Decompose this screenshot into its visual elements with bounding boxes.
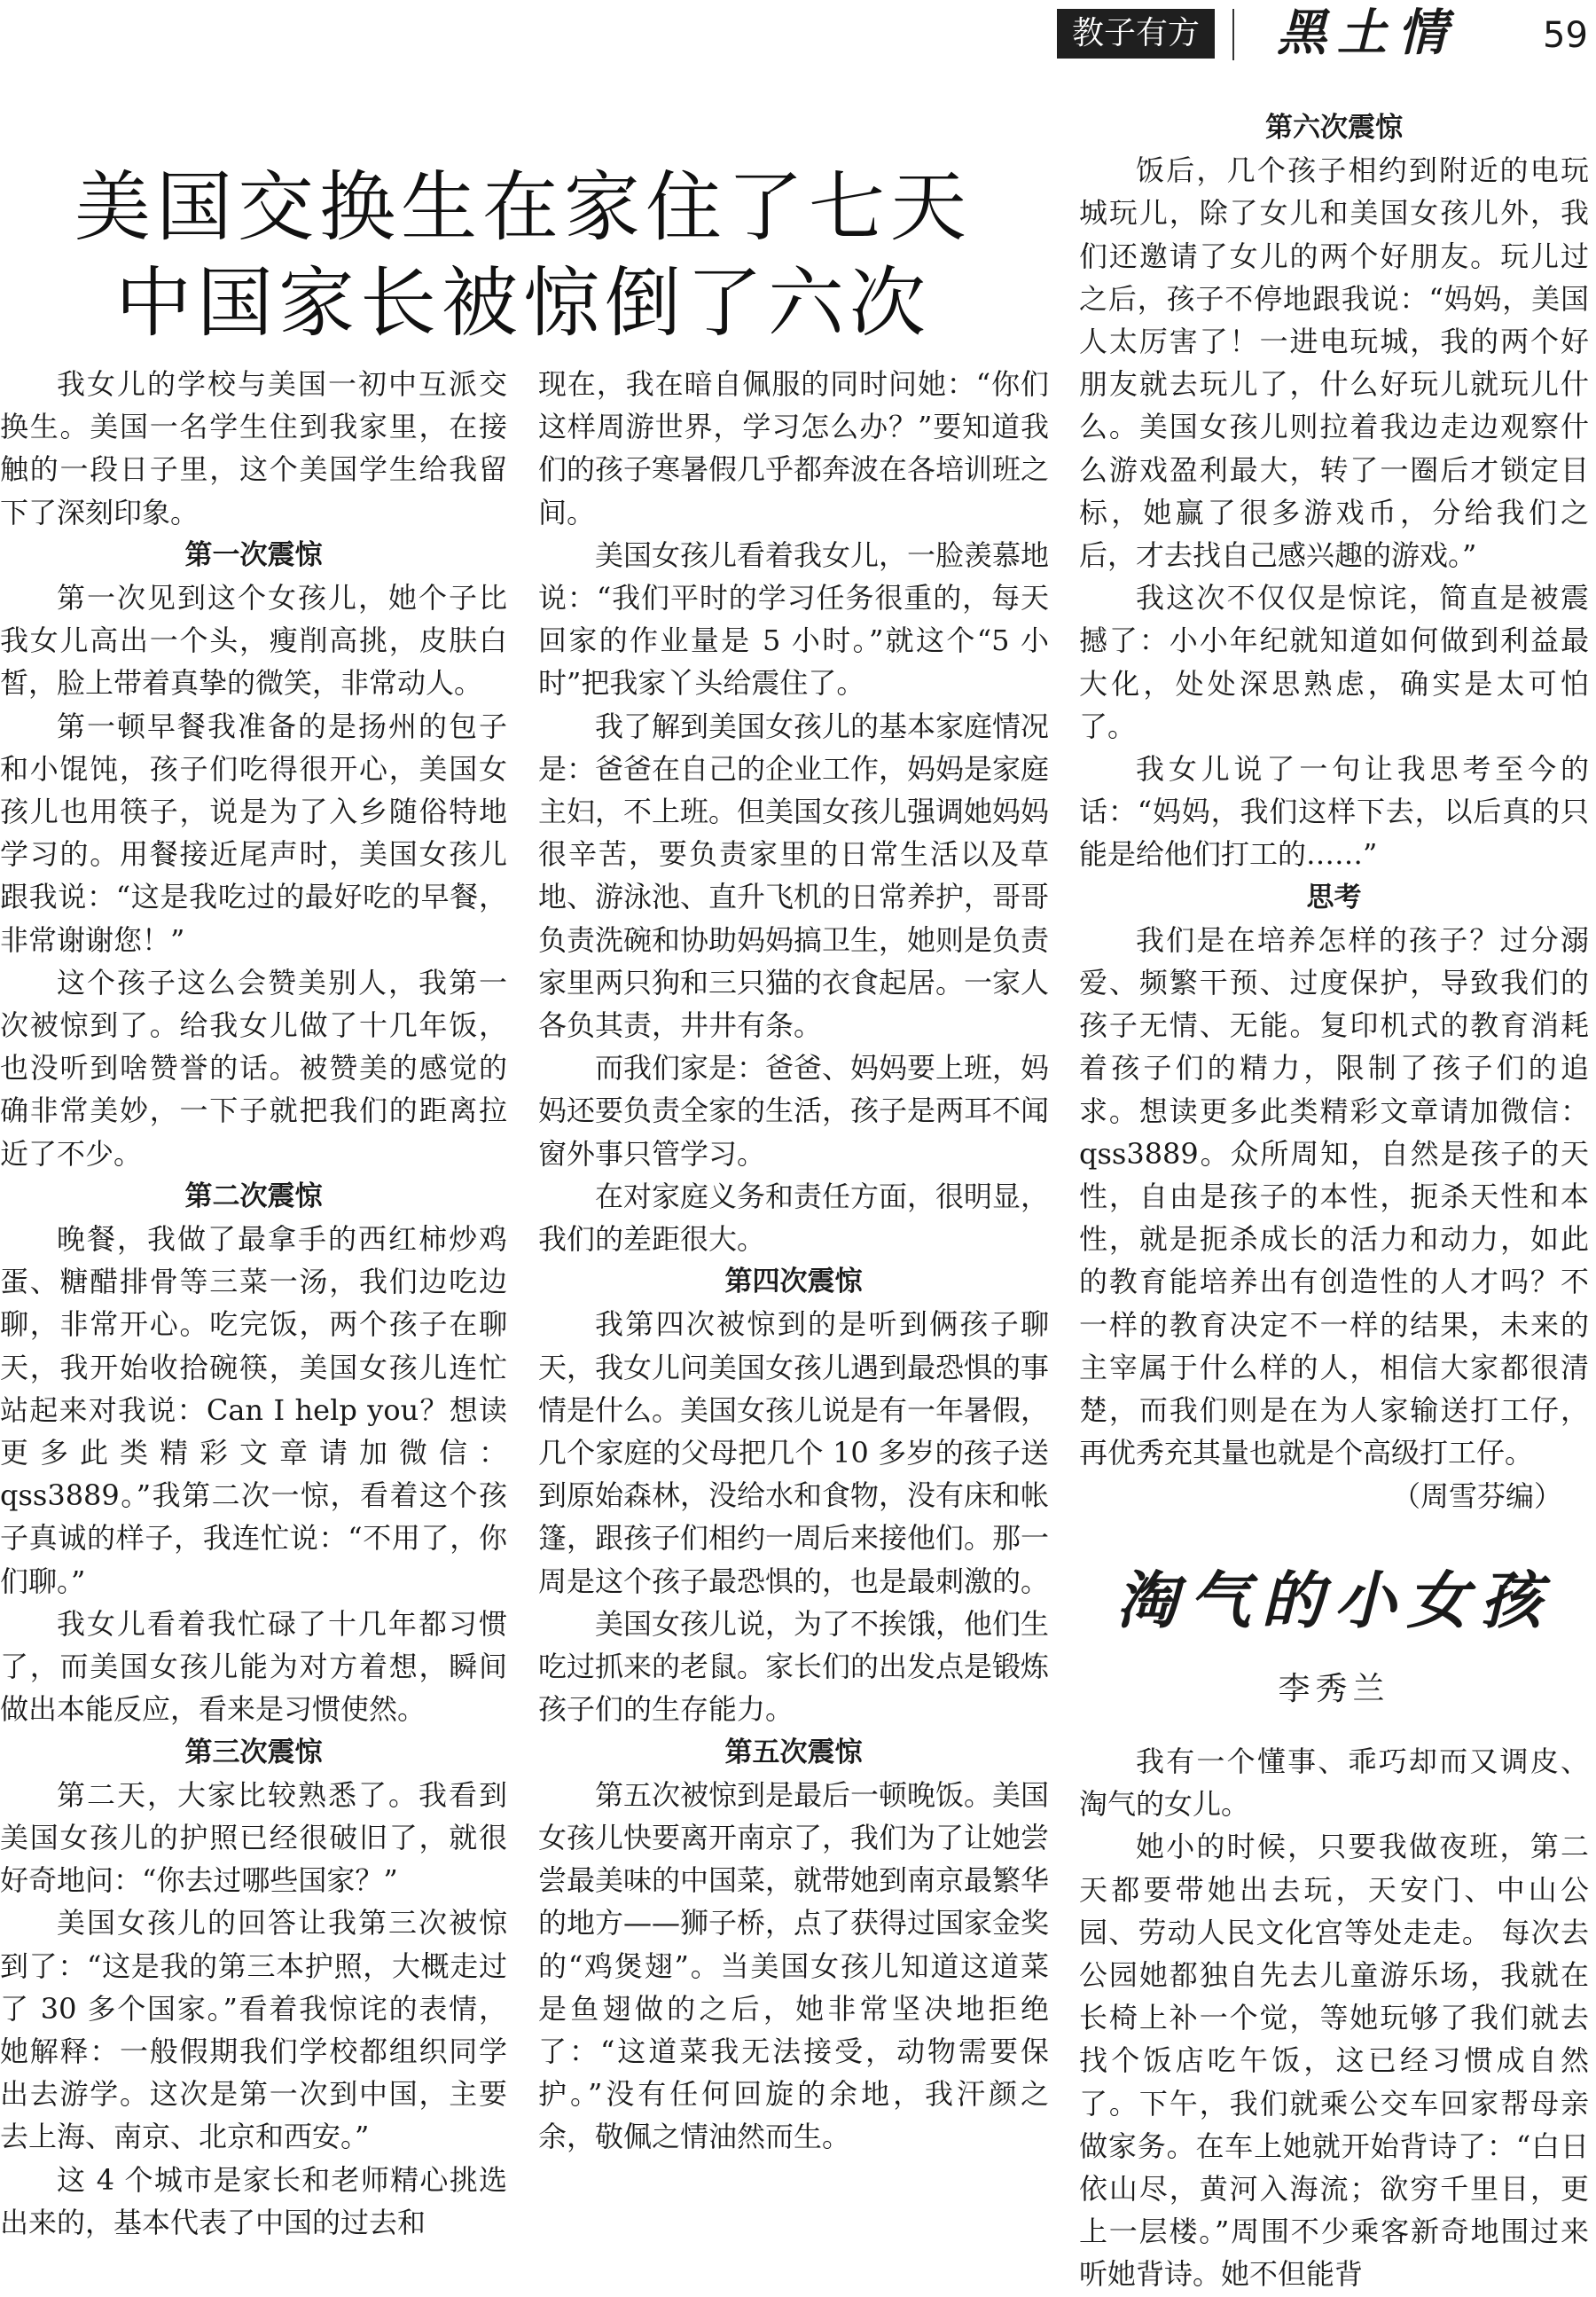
paragraph: 第一顿早餐我准备的是扬州的包子和小馄饨，孩子们吃得很开心，美国女孩儿也用筷子，说是为了入乡随俗特地学习的。用餐接近尾声时，美国女孩儿跟我说：“这是我吃过的最好吃的早餐，非常谢谢您！” <box>0 709 507 957</box>
paragraph: 我女儿看着我忙碌了十几年都习惯了，而美国女孩儿能为对方着想，瞬间做出本能反应，看来是习惯使然。 <box>0 1606 507 1727</box>
paragraph: 我女儿的学校与美国一初中互派交换生。美国一名学生住到我家里，在接触的一段日子里，这个美国学生给我留下了深刻印象。 <box>0 367 507 529</box>
paragraph: 这 4 个城市是家长和老师精心挑选出来的，基本代表了中国的过去和 <box>0 2162 507 2239</box>
paragraph: 我有一个懂事、乖巧却而又调皮、淘气的女儿。 <box>1079 1744 1589 1822</box>
paragraph: 在对家庭义务和责任方面，很明显，我们的差距很大。 <box>538 1179 1050 1257</box>
paragraph: 我了解到美国女孩儿的基本家庭情况是：爸爸在自己的企业工作，妈妈是家庭主妇，不上班。但美国女孩儿强调她妈妈很辛苦，要负责家里的日常生活以及草地、游泳池、直升飞机的日常养护，哥哥负责洗碗和协助妈妈搞卫生，她则是负责家里两只狗和三只猫的衣食起居。一家人各负其责，井井有条。 <box>538 709 1050 1043</box>
subheading: 第二次震惊 <box>184 1180 323 1212</box>
paragraph: 第二天，大家比较熟悉了。我看到美国女孩儿的护照已经很破旧了，就很好奇地问：“你去过哪些国家？” <box>0 1777 507 1898</box>
headline-line-1: 美国交换生在家住了七天 <box>74 163 972 252</box>
paragraph: 而我们家是：爸爸、妈妈要上班，妈妈还要负责全家的生活，孩子是两耳不闻窗外事只管学习。 <box>538 1051 1050 1171</box>
story2-title: 淘气的小女孩 <box>1115 1564 1553 1637</box>
paragraph: 现在，我在暗自佩服的同时问她：“你们这样周游世界，学习怎么办？”要知道我们的孩子寒暑假几乎都奔波在各培训班之间。 <box>538 367 1050 529</box>
article-column-3 <box>1079 106 1589 1517</box>
story2-column <box>1079 1740 1589 2296</box>
section-tag: 教子有方 <box>1057 9 1215 59</box>
subheading: 思考 <box>1306 881 1362 913</box>
paragraph: 我第四次被惊到的是听到俩孩子聊天，我女儿问美国女孩儿遇到最恐惧的事情是什么。美国女孩儿说是有一年暑假，几个家庭的父母把几个 10 多岁的孩子送到原始森林，没给水和食物，没有床和帐篷，跟孩子们相约一周后来接他们。那一周是这个孩子最恐惧的，也是最刺激的。 <box>538 1307 1050 1598</box>
page-number: 59 <box>1543 15 1588 56</box>
subheading: 第三次震惊 <box>184 1736 323 1768</box>
paragraph: 我这次不仅仅是惊诧，简直是被震撼了：小小年纪就知道如何做到利益最大化，处处深思熟虑，确实是太可怕了。 <box>1079 581 1589 743</box>
editor-credit: （周雪芬编） <box>1391 1478 1562 1513</box>
story2-author: 李秀兰 <box>1278 1671 1390 1707</box>
paragraph: 饭后，几个孩子相约到附近的电玩城玩儿，除了女儿和美国女孩儿外，我们还邀请了女儿的两个好朋友。玩儿过之后，孩子不停地跟我说：“妈妈，美国人太厉害了！一进电玩城，我的两个好朋友就去玩儿了，什么好玩儿就玩儿什么。美国女孩儿则拉着我边走边观察什么游戏盈利最大，转了一圈后才锁定目标，她赢了很多游戏币，分给我们之后，才去找自己感兴趣的游戏。” <box>1079 153 1589 573</box>
article-column-1 <box>0 363 507 2244</box>
article-headline <box>35 160 1011 351</box>
paragraph: 美国女孩儿的回答让我第三次被惊到了：“这是我的第三本护照，大概走过了 30 多个国家。”看着我惊诧的表情，她解释：一般假期我们学校都组织同学出去游学。这次是第一次到中国，主要去上海、南京、北京和西安。” <box>0 1906 507 2154</box>
subheading: 第一次震惊 <box>184 538 323 571</box>
magazine-name: 黑土情 <box>1277 4 1458 62</box>
subheading: 第五次震惊 <box>724 1736 863 1768</box>
article-column-2 <box>538 363 1049 2159</box>
paragraph: 这个孩子这么会赞美别人，我第一次被惊到了。给我女儿做了十几年饭，也没听到啥赞誉的话。被赞美的感觉的确非常美妙，一下子就把我们的距离拉近了不少。 <box>0 965 507 1171</box>
header-divider <box>1232 9 1234 60</box>
paragraph: 美国女孩儿看着我女儿，一脸羡慕地说：“我们平时的学习任务很重的，每天回家的作业量是 5 小时。”就这个“5 小时”把我家丫头给震住了。 <box>538 537 1050 701</box>
paragraph: 我们是在培养怎样的孩子？过分溺爱、频繁干预、过度保护，导致我们的孩子无情、无能。复印机式的教育消耗着孩子们的精力，限制了孩子们的追求。想读更多此类精彩文章请加微信：qss3889。众所周知，自然是孩子的天性，自由是孩子的本性，扼杀天性和本性，就是扼杀成长的活力和动力，如此的教育能培养出有创造性的人才吗？不一样的教育决定不一样的结果，未来的主宰属于什么样的人，相信大家都很清楚，而我们则是在为人家输送打工仔，再优秀充其量也就是个高级打工仔。 <box>1079 922 1589 1470</box>
subheading: 第四次震惊 <box>724 1266 863 1298</box>
paragraph: 她小的时候，只要我做夜班，第二天都要带她出去玩，天安门、中山公园、劳动人民文化宫等处走走。 每次去公园她都独自先去儿童游乐场，我就在长椅上补一个觉，等她玩够了我们就去找个饭店吃午饭，这已经习惯成自然了。下午，我们就乘公交车回家帮母亲做家务。在车上她就开始背诗了：“白日依山尽，黄河入海流；欲穷千里目，更上一层楼。”周围不少乘客新奇地围过来听她背诗。她不但能背 <box>1079 1830 1589 2292</box>
paragraph: 晚餐，我做了最拿手的西红柿炒鸡蛋、糖醋排骨等三菜一汤，我们边吃边聊，非常开心。吃完饭，两个孩子在聊天，我开始收拾碗筷，美国女孩儿连忙站起来对我说：Can I help you？想读更多此类精彩文章请加微信：qss3889。”我第二次一惊，看着这个孩子真诚的样子，我连忙说：“不用了，你们聊。” <box>0 1222 507 1598</box>
paragraph: 第五次被惊到是最后一顿晚饭。美国女孩儿快要离开南京了，我们为了让她尝尝最美味的中国菜，就带她到南京最繁华的地方——狮子桥，点了获得过国家金奖的“鸡煲翅”。当美国女孩儿知道这道菜是鱼翅做的之后，她非常坚决地拒绝了：“这道菜我无法接受，动物需要保护。”没有任何回旋的余地，我汗颜之余，敬佩之情油然而生。 <box>538 1777 1050 2154</box>
headline-line-2: 中国家长被惊倒了六次 <box>115 259 931 348</box>
paragraph: 美国女孩儿说，为了不挨饿，他们生吃过抓来的老鼠。家长们的出发点是锻炼孩子们的生存能力。 <box>538 1606 1050 1727</box>
paragraph: 我女儿说了一句让我思考至今的话：“妈妈，我们这样下去，以后真的只能是给他们打工的……” <box>1079 752 1589 872</box>
paragraph: 第一次见到这个女孩儿，她个子比我女儿高出一个头，瘦削高挑，皮肤白皙，脸上带着真挚的微笑，非常动人。 <box>0 581 507 701</box>
subheading: 第六次震惊 <box>1265 112 1403 144</box>
page-header <box>0 0 1596 62</box>
